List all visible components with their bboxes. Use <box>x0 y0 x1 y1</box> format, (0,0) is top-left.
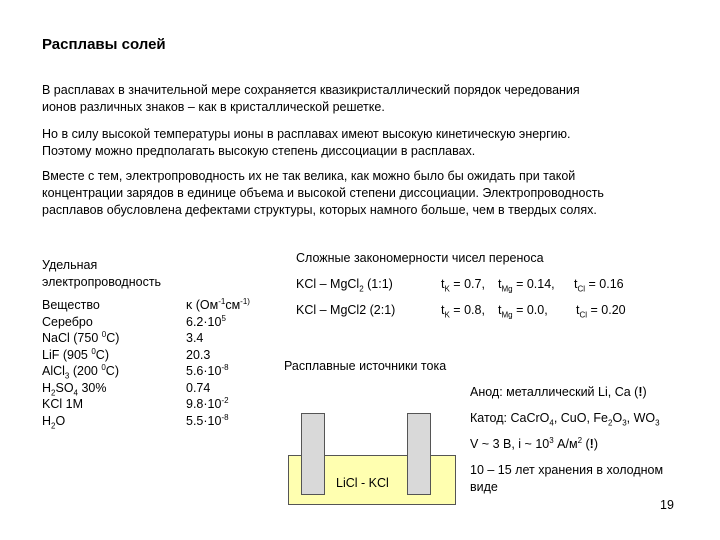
electrolyte-label: LiCl - KCl <box>336 476 389 490</box>
col-substance-header: Вещество <box>42 298 100 312</box>
substance-row: Серебро <box>42 314 93 329</box>
transfer-system-2: KCl – MgCl2 (2:1) <box>296 303 396 317</box>
sources-heading: Расплавные источники тока <box>284 359 447 373</box>
kappa-value: 3.4 <box>186 331 204 345</box>
page-title: Расплавы солей <box>42 36 166 53</box>
paragraph-2: Но в силу высокой температуры ионы в расплавах имеют высокую кинетическую энергию. Поэтому можно предполагать высокую степень диссоциации в расплавах. <box>42 127 571 158</box>
transfer-tcl-1: $t_{Cl} = 0.16$ <box>574 277 624 294</box>
transfer-tmg-1: $t_{Mg} = 0.14$, <box>498 277 555 294</box>
kappa-value: 20.3 <box>186 347 211 362</box>
transfer-heading: Сложные закономерности чисел переноса <box>296 251 544 265</box>
paragraph-1: В расплавах в значительной мере сохраняется квазикристаллический порядок чередования ионов различных знаков – как в кристаллической решетке. <box>42 83 580 114</box>
substance-row: KCl 1M <box>42 397 83 411</box>
transfer-tmg-2: $t_{Mg} = 0.0$, <box>498 303 548 320</box>
col-kappa-header: κ ($Ом^{-1}см^{-1)}$ <box>186 296 250 312</box>
transfer-tcl-2: $t_{Cl} = 0.20$ <box>576 303 626 320</box>
kappa-value: 0.74 <box>186 380 211 395</box>
anode-label: Анод: металлический Li, Ca (!) <box>470 385 647 399</box>
page-number: 19 <box>660 498 674 512</box>
substance-row: NaCl (750 $^0$C) <box>42 329 120 345</box>
storage-label: 10 – 15 лет хранения в холодном виде <box>470 463 664 494</box>
kappa-value: $5.5\cdot 10^{-8}$ <box>186 412 229 428</box>
substance-row: $H_2O$ <box>42 413 66 430</box>
cathode-electrode <box>407 413 431 495</box>
voltage-current-label: V ~ 3 В, i ~ $10^3$ $А/м^2$ (!) <box>470 435 598 451</box>
anode-electrode <box>301 413 325 495</box>
transfer-tk-2: $t_K = 0.8$, <box>441 303 485 320</box>
kappa-value: $6.2\cdot 10^5$ <box>186 313 226 329</box>
kappa-value: $9.8\cdot 10^{-2}$ <box>186 395 229 411</box>
transfer-system-1: KCl – MgCl$_2$ (1:1) <box>296 277 393 294</box>
substance-column <box>42 297 119 429</box>
cathode-label: Катод: CaCrO$_4$, CuO, $Fe_2O_3$, $WO_3$ <box>470 411 660 428</box>
substance-row: LiF (905 $^0$C) <box>42 346 109 362</box>
substance-row: $H_2SO_4$ 30% <box>42 380 107 397</box>
transfer-tk-1: $t_K = 0.7$, <box>441 277 485 294</box>
kappa-value: $5.6\cdot 10^{-8}$ <box>186 362 229 378</box>
substance-row: AlCl$_3$ (200 $^0$C) <box>42 362 119 381</box>
kappa-column <box>186 297 250 429</box>
conductivity-heading: Удельная электропроводность <box>42 258 162 289</box>
paragraph-3: Вместе с тем, электропроводность их не так велика, как можно было бы ожидать при такой концентрации зарядов в единице объема и высокой степени диссоциации. Электропроводность расплавов обусловлена дефектами структуры, которых намного больше, чем в твердых солях. <box>42 169 604 217</box>
